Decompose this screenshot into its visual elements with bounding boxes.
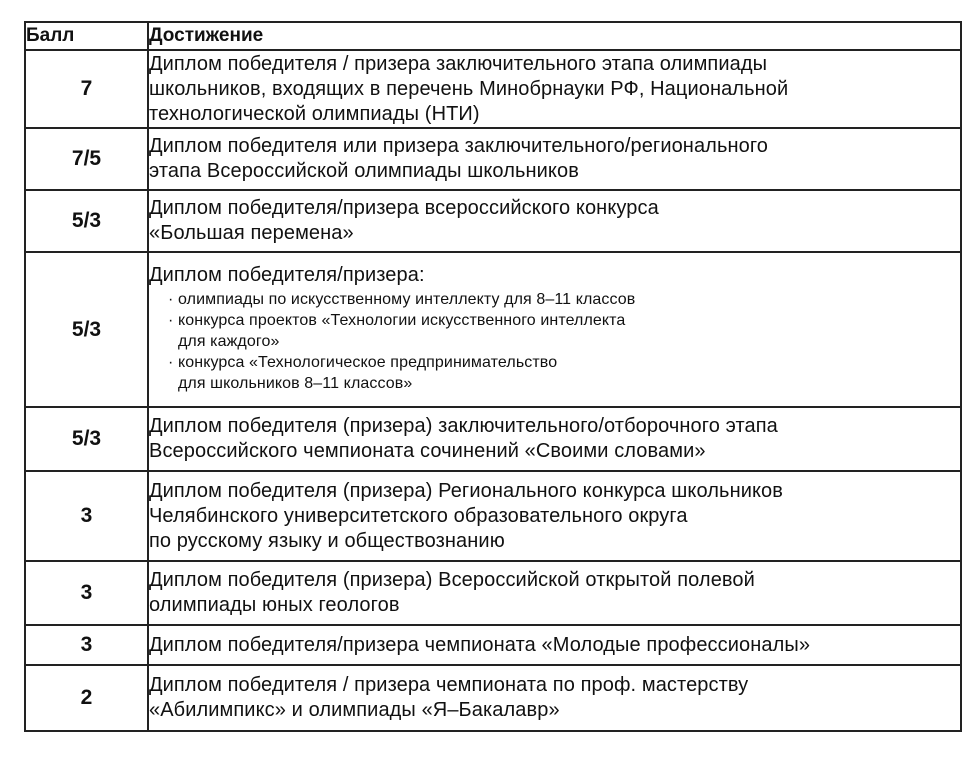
sub-list-item — [149, 352, 960, 373]
table-row — [25, 561, 961, 625]
bullet-icon: · — [168, 312, 174, 329]
achievement-cell — [148, 50, 961, 128]
sub-item-continuation: для каждого» — [178, 333, 280, 350]
table-row — [25, 128, 961, 190]
score-cell: 7 — [25, 50, 148, 128]
sub-item-text: конкурса проектов «Технологии искусственного интеллекта — [178, 312, 626, 329]
achievement-cell — [148, 128, 961, 190]
achievement-column-header: Достижение — [148, 22, 961, 50]
table-header-row — [25, 22, 961, 50]
score-cell: 7/5 — [25, 128, 148, 190]
score-cell: 2 — [25, 665, 148, 731]
sub-item-text: конкурса «Технологическое предпринимательство — [178, 354, 558, 371]
achievement-line: Диплом победителя (призера) заключительного/отборочного этапа — [149, 415, 778, 437]
score-cell: 3 — [25, 625, 148, 665]
achievement-intro: Диплом победителя/призера: — [149, 264, 425, 286]
achievement-line: школьников, входящих в перечень Минобрнауки РФ, Национальной — [149, 77, 789, 100]
table-row — [25, 190, 961, 252]
achievement-line: Диплом победителя (призера) Регионального конкурса школьников — [149, 479, 784, 502]
achievement-line: Всероссийского чемпионата сочинений «Своими словами» — [149, 440, 706, 462]
bullet-icon: · — [168, 291, 174, 308]
achievement-line: Челябинского университетского образовательного округа — [149, 504, 688, 527]
achievements-table — [24, 21, 962, 732]
sub-list-item — [149, 289, 960, 310]
achievement-cell — [148, 407, 961, 471]
achievement-cell — [148, 561, 961, 625]
achievement-line: технологической олимпиады (НТИ) — [149, 102, 480, 125]
score-cell: 5/3 — [25, 407, 148, 471]
score-column-header: Балл — [25, 22, 148, 50]
achievement-line: Диплом победителя/призера всероссийского конкурса — [149, 197, 659, 219]
achievement-line: по русскому языку и обществознанию — [149, 529, 505, 552]
table-row — [25, 50, 961, 128]
achievement-line: Диплом победителя / призера чемпионата по проф. мастерству — [149, 674, 749, 696]
achievement-cell — [148, 665, 961, 731]
table-row — [25, 625, 961, 665]
achievement-line: Диплом победителя или призера заключительного/регионального — [149, 135, 769, 157]
achievement-line: «Большая перемена» — [149, 222, 354, 244]
sub-list — [149, 289, 960, 394]
score-cell: 5/3 — [25, 252, 148, 407]
achievement-cell — [148, 190, 961, 252]
achievement-line: этапа Всероссийской олимпиады школьников — [149, 160, 579, 182]
sub-item-continuation: для школьников 8–11 классов» — [178, 375, 413, 392]
achievement-line: Диплом победителя/призера чемпионата «Молодые профессионалы» — [149, 633, 811, 656]
achievement-cell — [148, 471, 961, 561]
table-row — [25, 252, 961, 407]
table-row — [25, 665, 961, 731]
score-cell: 3 — [25, 471, 148, 561]
achievement-line: Диплом победителя / призера заключительного этапа олимпиады — [149, 52, 768, 75]
table-row — [25, 407, 961, 471]
sub-list-item — [149, 310, 960, 331]
achievement-cell — [148, 252, 961, 407]
score-cell: 3 — [25, 561, 148, 625]
achievement-cell — [148, 625, 961, 665]
achievement-line: Диплом победителя (призера) Всероссийской открытой полевой — [149, 569, 755, 591]
score-cell: 5/3 — [25, 190, 148, 252]
sub-item-text: олимпиады по искусственному интеллекту для 8–11 классов — [178, 291, 636, 308]
achievement-line: «Абилимпикс» и олимпиады «Я–Бакалавр» — [149, 699, 560, 721]
bullet-icon: · — [168, 354, 174, 371]
table-row — [25, 471, 961, 561]
achievement-line: олимпиады юных геологов — [149, 594, 400, 616]
